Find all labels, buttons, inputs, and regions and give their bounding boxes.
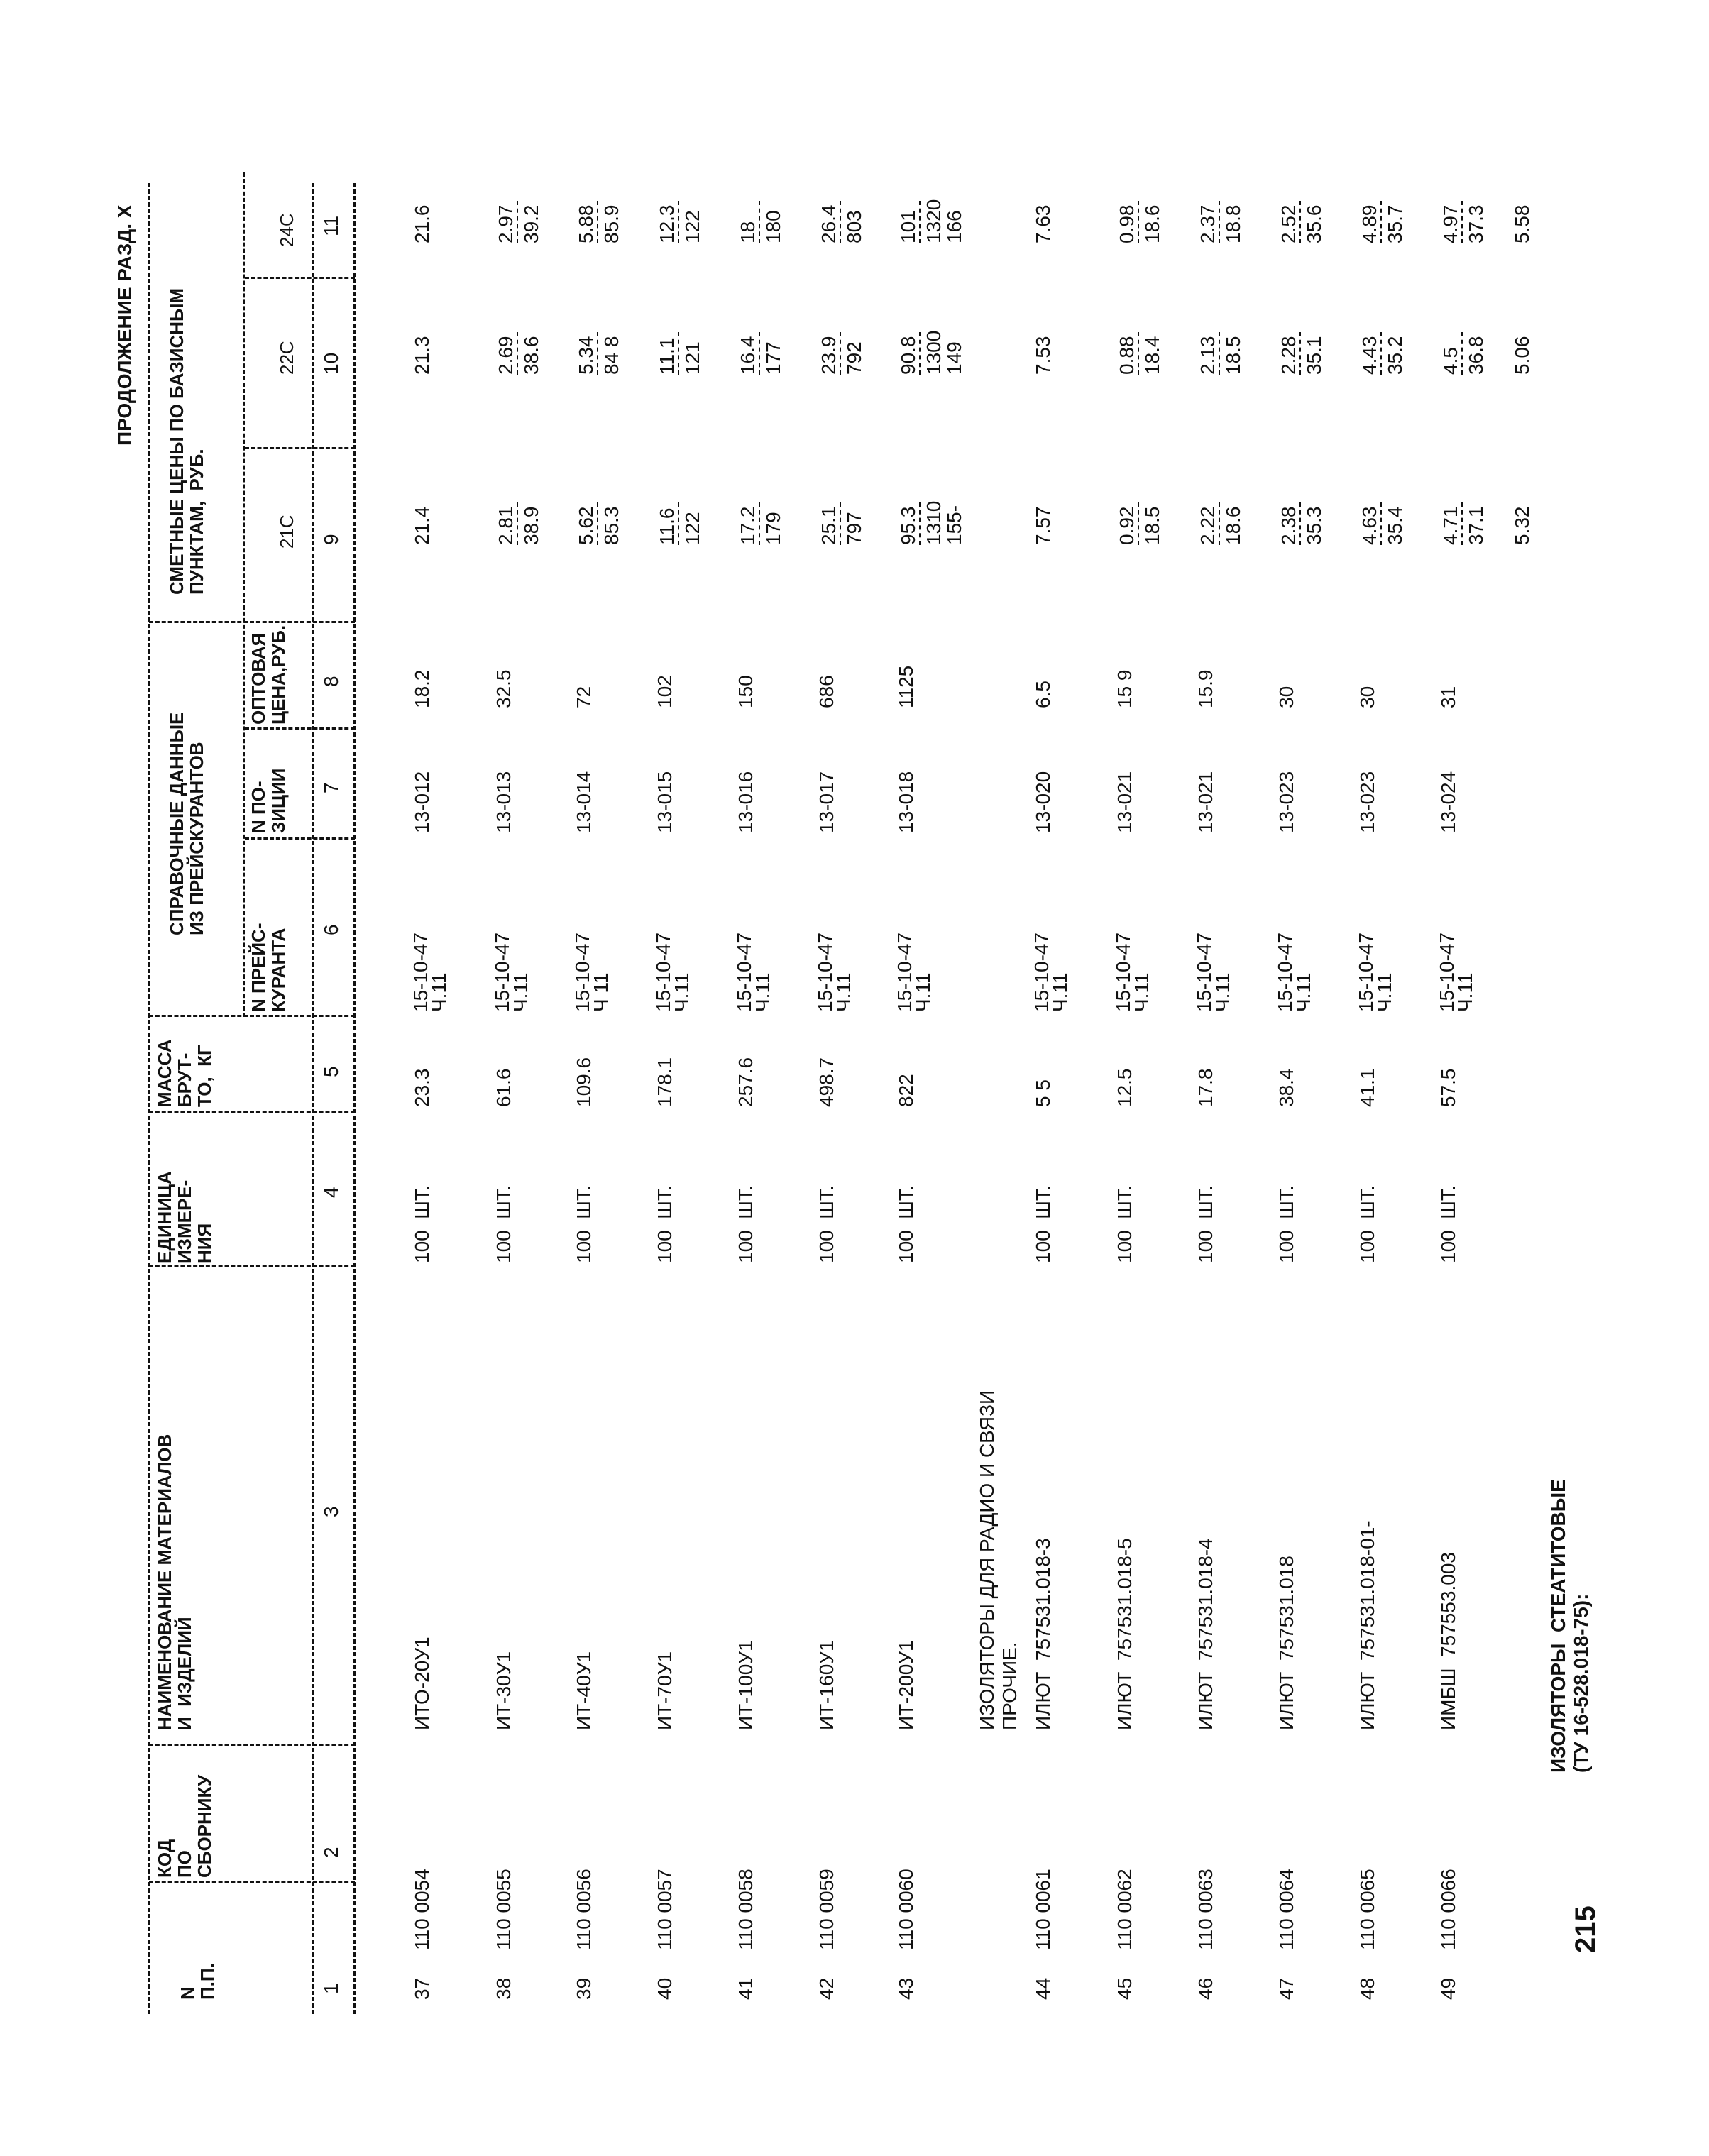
row-price-c21: 2.38 35.3 [1277,506,1325,545]
row-unit: 100 ШТ. [1437,1185,1459,1263]
price-separator [1138,332,1139,375]
row-code: 110 0057 [654,1869,676,1950]
row-number: 38 [493,1977,515,2000]
row-unit: 100 ШТ. [654,1185,676,1263]
row-pricelist-number: 15-10-47 Ч 11 [571,932,612,1012]
continuation-title: ПРОДОЛЖЕНИЕ РАЗД. X [114,204,136,446]
row-number: 47 [1275,1977,1297,2000]
row-price-c24: 101 1320 [897,199,945,243]
row-pricelist-number: 15-10-47 Ч.11 [1436,932,1476,1012]
row-pricelist-number: 15-10-47 Ч.11 [491,932,532,1012]
row-position: 13-018 [895,771,917,833]
row-number: 39 [573,1977,595,2000]
row-unit: 100 ШТ. [895,1185,917,1263]
row-position: 13-015 [654,771,676,833]
row-pricelist-number: 15-10-47 Ч.11 [733,932,774,1012]
row-mass: 822 [895,1074,917,1107]
row-position: 13-016 [735,771,757,833]
row-price-c21: 2.22 18.6 [1197,506,1244,545]
price-separator [759,502,760,545]
row-price-c22: 23.9 792 [818,336,865,375]
col-sep-3 [149,1265,355,1267]
row-mass: 38.4 [1275,1068,1297,1107]
row-wholesale-price: 6.5 [1032,681,1054,708]
row-pricelist-number: 15-10-47 Ч.11 [814,932,855,1012]
row-unit: 100 ШТ. [1356,1185,1378,1263]
row-code: 110 0054 [411,1869,433,1950]
header-price-group: СМЕТНЫЕ ЦЕНЫ ПО БАЗИСНЫМ ПУНКТАМ, РУБ. [166,287,207,595]
price-separator [1461,502,1463,545]
price-separator [1380,332,1382,375]
header-col9: 21С [276,515,297,549]
row-price-c24: 26.4 803 [818,204,865,243]
extra-after49-c22: 5.06 [1511,336,1533,375]
row-price-c21: 21.4 [411,506,433,545]
row-price-c24: 5.88 85.9 [575,204,622,243]
page-number: 215 [1570,1905,1601,1953]
row-price-c22: 5.34 84 8 [575,336,622,375]
price-separator [840,332,841,375]
row-unit: 100 ШТ. [1032,1185,1054,1263]
price-separator [1138,502,1139,545]
extra-after43-c24: 166 [943,210,965,243]
row-pricelist-number: 15-10-47 Ч.11 [1274,932,1314,1012]
row-code: 110 0056 [573,1869,595,1950]
colnum-10: 10 [320,352,342,375]
row-material-name: ИТ-200У1 [895,1640,917,1730]
row-pricelist-number: 15-10-47 Ч.11 [1355,932,1395,1012]
row-position: 13-021 [1194,771,1216,833]
row-wholesale-price: 32.5 [493,669,515,708]
colnum-5: 5 [320,1066,342,1077]
header-ref-group: СПРАВОЧНЫЕ ДАННЫЕ ИЗ ПРЕЙСКУРАНТОВ [166,712,207,935]
col-sep-2 [149,1744,355,1746]
row-price-c22: 21.3 [411,336,433,375]
row-mass: 12.5 [1114,1068,1136,1107]
row-position: 13-013 [493,771,515,833]
price-separator [597,502,598,545]
header-col7: N ПО- ЗИЦИИ [248,768,289,833]
row-position: 13-021 [1114,771,1136,833]
row-price-c22: 4.43 35.2 [1358,336,1406,375]
row-pricelist-number: 15-10-47 Ч.11 [652,932,693,1012]
row-wholesale-price: 15.9 [1194,669,1216,708]
price-separator [1138,201,1139,243]
row-wholesale-price: 30 [1275,686,1297,708]
row-position: 13-012 [411,771,433,833]
row-pricelist-number: 15-10-47 Ч.11 [1031,932,1071,1012]
price-separator [678,502,679,545]
colnum-3: 3 [320,1506,342,1517]
row-pricelist-number: 15-10-47 Ч.11 [1193,932,1233,1012]
row-price-c22: 16.4 177 [737,336,784,375]
row-mass: 109.6 [573,1057,595,1107]
row-wholesale-price: 72 [573,686,595,708]
row-position: 13-024 [1437,771,1459,833]
price-separator [919,332,921,375]
col-sep-8 [149,621,355,623]
row-wholesale-price: 31 [1437,686,1459,708]
row-price-c22: 2.28 35.1 [1277,336,1325,375]
row-material-name: ИТ-30У1 [493,1651,515,1730]
row-price-c24: 7.63 [1032,204,1054,243]
row-price-c22: 0.88 18.4 [1116,336,1163,375]
row-price-c22: 90.8 1300 [897,330,945,375]
price-separator [1219,502,1220,545]
row-material-name: ИЛЮТ 757531.018-3 [1032,1538,1054,1730]
colnum-11: 11 [320,215,342,236]
row-unit: 100 ШТ. [1114,1185,1136,1263]
col-sep-10 [245,277,355,279]
row-price-c21: 0.92 18.5 [1116,506,1163,545]
row-price-c21: 95.3 1310 [897,500,945,545]
row-material-name: ИТ-40У1 [573,1651,595,1730]
extra-after43-c21: 155- [943,505,965,545]
row-mass: 257.6 [735,1057,757,1107]
header-col2: КОД ПО СБОРНИКУ [154,1774,215,1878]
row-wholesale-price: 18.2 [411,669,433,708]
price-separator [517,502,518,545]
colnum-1: 1 [320,1983,342,1994]
row-code: 110 0064 [1275,1869,1297,1950]
row-position: 13-020 [1032,771,1054,833]
header-col4: ЕДИНИЦА ИЗМЕРЕ- НИЯ [154,1171,215,1263]
col-sep-1 [149,1881,355,1883]
row-price-c21: 4.63 35.4 [1358,506,1406,545]
row-price-c24: 2.37 18.8 [1197,204,1244,243]
price-separator [1380,502,1382,545]
price-separator [517,201,518,243]
row-code: 110 0058 [735,1869,757,1950]
header-col5: МАССА БРУТ- ТО, КГ [154,1039,215,1107]
row-number: 37 [411,1977,433,2000]
row-number: 41 [735,1977,757,2000]
row-material-name: ИТ-160У1 [815,1640,837,1730]
header-col6: N ПРЕЙС- КУРАНТА [248,923,289,1012]
row-position: 13-023 [1356,771,1378,833]
row-material-name: ИТО-20У1 [411,1637,433,1730]
row-price-c21: 5.62 85.3 [575,506,622,545]
row-wholesale-price: 1125 [895,665,917,708]
section-radio-insulators: ИЗОЛЯТОРЫ ДЛЯ РАДИО И СВЯЗИ ПРОЧИЕ. [976,1390,1021,1730]
price-separator [678,201,679,243]
row-unit: 100 ШТ. [735,1185,757,1263]
price-separator [1219,201,1220,243]
row-code: 110 0060 [895,1869,917,1950]
row-mass: 61.6 [493,1068,515,1107]
header-bottom-rule [353,183,356,2014]
col-sep-6 [245,837,355,840]
row-number: 44 [1032,1977,1054,2000]
row-unit: 100 ШТ. [493,1185,515,1263]
row-pricelist-number: 15-10-47 Ч.11 [1112,932,1153,1012]
row-code: 110 0063 [1194,1869,1216,1950]
header-top-rule [148,183,150,2014]
row-price-c24: 2.97 39.2 [495,204,542,243]
colnum-9: 9 [320,534,342,545]
price-separator [1299,332,1301,375]
ref-group-rule [243,172,245,1017]
row-price-c24: 4.97 37.3 [1439,204,1487,243]
row-price-c24: 12.3 122 [656,204,703,243]
row-price-c21: 17.2 179 [737,506,784,545]
row-mass: 498.7 [815,1057,837,1107]
row-price-c21: 2.81 38.9 [495,506,542,545]
row-material-name: ИЛЮТ 757531.018-01- [1356,1520,1378,1730]
row-material-name: ИЛЮТ 757531.018 [1275,1556,1297,1730]
row-mass: 23.3 [411,1068,433,1107]
row-price-c24: 21.6 [411,204,433,243]
row-number: 49 [1437,1977,1459,2000]
row-material-name: ИЛЮТ 757531.018-5 [1114,1538,1136,1730]
row-price-c24: 18 180 [737,210,784,243]
row-mass: 5 5 [1032,1079,1054,1107]
extra-after43-c22: 149 [943,341,965,375]
row-wholesale-price: 150 [735,675,757,708]
row-price-c22: 4.5 36.8 [1439,336,1487,375]
col-sep-4 [149,1111,355,1113]
row-price-c24: 0.98 18.6 [1116,204,1163,243]
row-unit: 100 ШТ. [1194,1185,1216,1263]
row-number: 43 [895,1977,917,2000]
section-steatite-insulators: ИЗОЛЯТОРЫ СТЕАТИТОВЫЕ (ТУ 16-528.018-75): [1547,1479,1592,1773]
row-price-c21: 11.6 122 [656,507,703,545]
price-separator [678,332,679,375]
price-separator [840,502,841,545]
header-num-rule [312,183,314,2014]
price-separator [517,332,518,375]
row-material-name: ИМБШ 757553.003 [1437,1552,1459,1730]
price-separator [1461,332,1463,375]
price-separator [1461,201,1463,243]
col-sep-5 [149,1015,355,1017]
row-mass: 17.8 [1194,1068,1216,1107]
price-separator [919,201,921,243]
row-code: 110 0059 [815,1869,837,1950]
row-price-c24: 2.52 35.6 [1277,204,1325,243]
row-material-name: ИТ-70У1 [654,1651,676,1730]
row-price-c24: 4.89 35.7 [1358,204,1406,243]
header-col11: 24С [276,213,297,247]
row-price-c21: 4.71 37.1 [1439,506,1487,545]
row-material-name: ИТ-100У1 [735,1640,757,1730]
row-number: 45 [1114,1977,1136,2000]
row-code: 110 0061 [1032,1869,1054,1950]
colnum-6: 6 [320,924,342,935]
row-unit: 100 ШТ. [573,1185,595,1263]
row-code: 110 0055 [493,1869,515,1950]
colnum-7: 7 [320,782,342,793]
row-code: 110 0062 [1114,1869,1136,1950]
price-separator [597,332,598,375]
row-price-c21: 7.57 [1032,506,1054,545]
colnum-4: 4 [320,1187,342,1198]
price-separator [1299,201,1301,243]
extra-after49-c21: 5.32 [1511,506,1533,545]
extra-after49-c24: 5.58 [1511,204,1533,243]
price-separator [1299,502,1301,545]
row-number: 46 [1194,1977,1216,2000]
price-separator [919,502,921,545]
row-number: 48 [1356,1977,1378,2000]
price-separator [1219,332,1220,375]
row-mass: 178.1 [654,1057,676,1107]
row-wholesale-price: 102 [654,675,676,708]
colnum-8: 8 [320,676,342,687]
price-separator [759,201,760,243]
row-code: 110 0065 [1356,1869,1378,1950]
row-position: 13-014 [573,771,595,833]
row-position: 13-023 [1275,771,1297,833]
row-wholesale-price: 686 [815,675,837,708]
header-col8: ОПТОВАЯ ЦЕНА,РУБ. [248,625,289,725]
row-code: 110 0066 [1437,1869,1459,1950]
row-number: 40 [654,1977,676,2000]
header-col3: НАИМЕНОВАНИЕ МАТЕРИАЛОВ И ИЗДЕЛИЙ [154,1434,195,1730]
row-pricelist-number: 15-10-47 Ч.11 [894,932,934,1012]
row-position: 13-017 [815,771,837,833]
price-separator [1380,201,1382,243]
row-mass: 41.1 [1356,1068,1378,1107]
header-col1: N П.П. [177,1963,218,2000]
row-price-c21: 25.1 797 [818,506,865,545]
row-price-c22: 11.1 121 [656,337,703,375]
row-number: 42 [815,1977,837,2000]
col-sep-7 [245,727,355,730]
row-wholesale-price: 30 [1356,686,1378,708]
price-separator [597,201,598,243]
row-unit: 100 ШТ. [1275,1185,1297,1263]
row-material-name: ИЛЮТ 757531.018-4 [1194,1538,1216,1730]
col-sep-9 [245,447,355,449]
row-unit: 100 ШТ. [815,1185,837,1263]
price-separator [840,201,841,243]
row-pricelist-number: 15-10-47 Ч.11 [410,932,450,1012]
row-price-c22: 7.53 [1032,336,1054,375]
row-price-c22: 2.69 38.6 [495,336,542,375]
price-separator [759,332,760,375]
row-price-c22: 2.13 18.5 [1197,336,1244,375]
row-mass: 57.5 [1437,1068,1459,1107]
row-wholesale-price: 15 9 [1114,669,1136,708]
header-col10: 22С [276,341,297,375]
row-unit: 100 ШТ. [411,1185,433,1263]
colnum-2: 2 [320,1847,342,1858]
